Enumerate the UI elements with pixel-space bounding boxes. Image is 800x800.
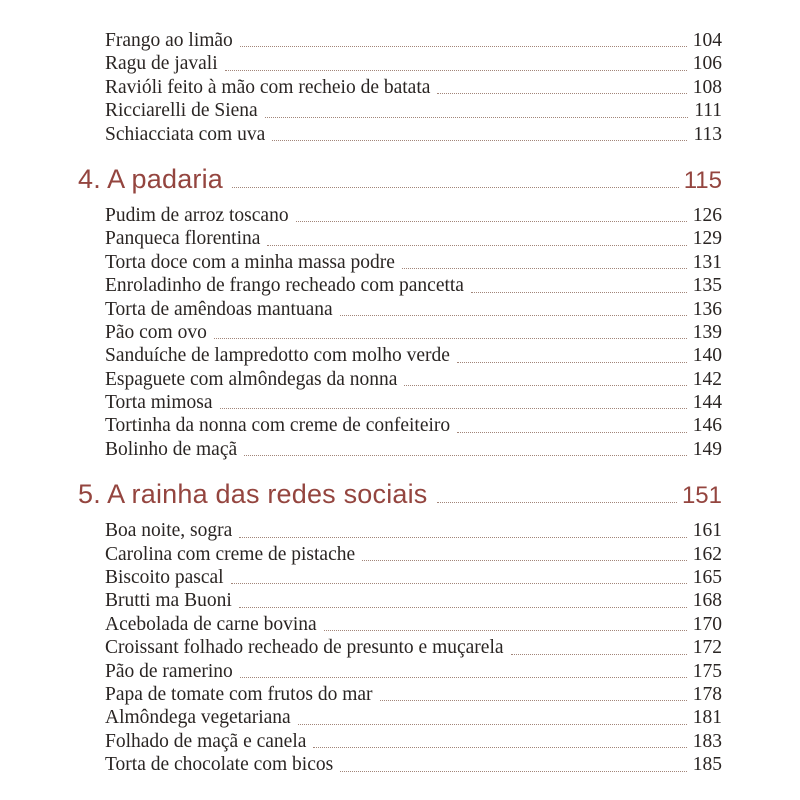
recipe-title: Espaguete com almôndegas da nonna: [105, 368, 398, 390]
page-number: 140: [692, 345, 722, 367]
dot-leader: [380, 700, 687, 701]
toc-entry: [105, 613, 722, 636]
toc-entry: [105, 706, 722, 729]
recipe-title: Folhado de maçã e canela: [105, 730, 307, 752]
recipe-title: Torta mimosa: [105, 392, 213, 414]
page-number: 113: [693, 123, 722, 145]
page-number: 108: [692, 76, 722, 98]
toc-entry: [105, 227, 722, 250]
recipe-title: Ragu de javali: [105, 53, 218, 75]
page-number: 168: [692, 590, 722, 612]
recipe-title: Boa noite, sogra: [105, 520, 233, 542]
page-number: 165: [692, 567, 722, 589]
page-number: 106: [692, 53, 722, 75]
page-number: 185: [692, 754, 722, 776]
page-number: 183: [692, 730, 722, 752]
dot-leader: [511, 654, 687, 655]
toc-entry: [105, 99, 722, 122]
toc-entry: [105, 251, 722, 274]
dot-leader: [457, 362, 687, 363]
dot-leader: [313, 747, 686, 748]
recipe-title: Tortinha da nonna com creme de confeiteiro: [105, 415, 451, 437]
toc-entry: [105, 298, 722, 321]
dot-leader: [437, 93, 686, 94]
toc-entry: [105, 368, 722, 391]
toc-section-continued: [78, 29, 722, 146]
recipe-title: Bolinho de maçã: [105, 438, 238, 460]
toc-entry: [105, 519, 722, 542]
recipe-title: Almôndega vegetariana: [105, 707, 291, 729]
toc-entry: [105, 29, 722, 52]
page-number: 135: [692, 275, 722, 297]
page-number: 126: [692, 204, 722, 226]
dot-leader: [214, 338, 687, 339]
chapter-page-number: 115: [683, 166, 722, 194]
recipe-title: Biscoito pascal: [105, 567, 224, 589]
toc-entry: [105, 321, 722, 344]
dot-leader: [272, 140, 687, 141]
recipe-title: Pão de ramerino: [105, 660, 233, 682]
page-number: 104: [692, 30, 722, 51]
page-number: 131: [692, 251, 722, 273]
dot-leader: [340, 315, 687, 316]
dot-leader: [471, 292, 687, 293]
dot-leader: [362, 560, 687, 561]
toc-entry: [105, 753, 722, 776]
toc-entry: [105, 76, 722, 99]
toc-entry: [105, 589, 722, 612]
recipe-title: Croissant folhado recheado de presunto e muçarela: [105, 637, 504, 659]
dot-leader: [240, 46, 687, 47]
dot-leader: [324, 630, 687, 631]
dot-leader: [232, 187, 679, 188]
page-number: 181: [692, 707, 722, 729]
recipe-title: Schiacciata com uva: [105, 123, 266, 145]
recipe-title: Pão com ovo: [105, 321, 207, 343]
recipe-title: Torta de chocolate com bicos: [105, 754, 334, 776]
page-number: 129: [692, 228, 722, 250]
page-number: 144: [692, 392, 722, 414]
dot-leader: [457, 432, 687, 433]
page-number: 162: [692, 543, 722, 565]
page-number: 149: [692, 438, 722, 460]
recipe-title: Panqueca florentina: [105, 228, 261, 250]
page-number: 142: [692, 368, 722, 390]
page-number: 139: [692, 321, 722, 343]
toc-entry: [105, 123, 722, 146]
toc-section-5: [78, 519, 722, 776]
toc-chapter-heading-5: [78, 479, 722, 510]
dot-leader: [220, 408, 687, 409]
toc-entry: [105, 660, 722, 683]
toc-section-4: [78, 204, 722, 461]
page-number: 136: [692, 298, 722, 320]
toc-entry: [105, 543, 722, 566]
dot-leader: [239, 607, 687, 608]
page-number: 172: [692, 637, 722, 659]
dot-leader: [244, 455, 687, 456]
toc-entry: [105, 391, 722, 414]
chapter-title: 4. A padaria: [78, 163, 224, 194]
recipe-title: Torta doce com a minha massa podre: [105, 251, 395, 273]
dot-leader: [340, 771, 687, 772]
dot-leader: [298, 724, 687, 725]
page-number: 175: [692, 660, 722, 682]
dot-leader: [225, 70, 687, 71]
page-number: 146: [692, 415, 722, 437]
chapter-page-number: 151: [681, 482, 722, 510]
chapter-title: 5. A rainha das redes sociais: [78, 479, 428, 510]
recipe-title: Frango ao limão: [105, 30, 233, 51]
recipe-title: Carolina com creme de pistache: [105, 543, 356, 565]
toc-entry: [105, 204, 722, 227]
dot-leader: [267, 245, 686, 246]
page-number: 178: [692, 683, 722, 705]
toc-entry: [105, 730, 722, 753]
page-number: 111: [694, 100, 722, 122]
recipe-title: Enroladinho de frango recheado com pancetta: [105, 275, 464, 297]
toc-entry: [105, 636, 722, 659]
toc-entry: [105, 438, 722, 461]
page-number: 161: [692, 520, 722, 542]
dot-leader: [239, 537, 686, 538]
dot-leader: [231, 583, 687, 584]
toc-entry: [105, 52, 722, 75]
dot-leader: [296, 221, 687, 222]
recipe-title: Ricciarelli de Siena: [105, 100, 258, 122]
toc-entry: [105, 414, 722, 437]
toc-entry: [105, 566, 722, 589]
dot-leader: [404, 385, 686, 386]
recipe-title: Sanduíche de lampredotto com molho verde: [105, 345, 450, 367]
dot-leader: [402, 268, 687, 269]
toc-entry: [105, 683, 722, 706]
toc-chapter-heading-4: [78, 164, 722, 195]
dot-leader: [265, 117, 689, 118]
recipe-title: Papa de tomate com frutos do mar: [105, 683, 373, 705]
dot-leader: [240, 677, 687, 678]
page-number: 170: [692, 613, 722, 635]
recipe-title: Acebolada de carne bovina: [105, 613, 317, 635]
toc-entry: [105, 344, 722, 367]
recipe-title: Brutti ma Buoni: [105, 590, 232, 612]
recipe-title: Pudim de arroz toscano: [105, 204, 289, 226]
recipe-title: Ravióli feito à mão com recheio de batata: [105, 76, 431, 98]
toc-entry: [105, 274, 722, 297]
recipe-title: Torta de amêndoas mantuana: [105, 298, 333, 320]
dot-leader: [437, 502, 677, 503]
